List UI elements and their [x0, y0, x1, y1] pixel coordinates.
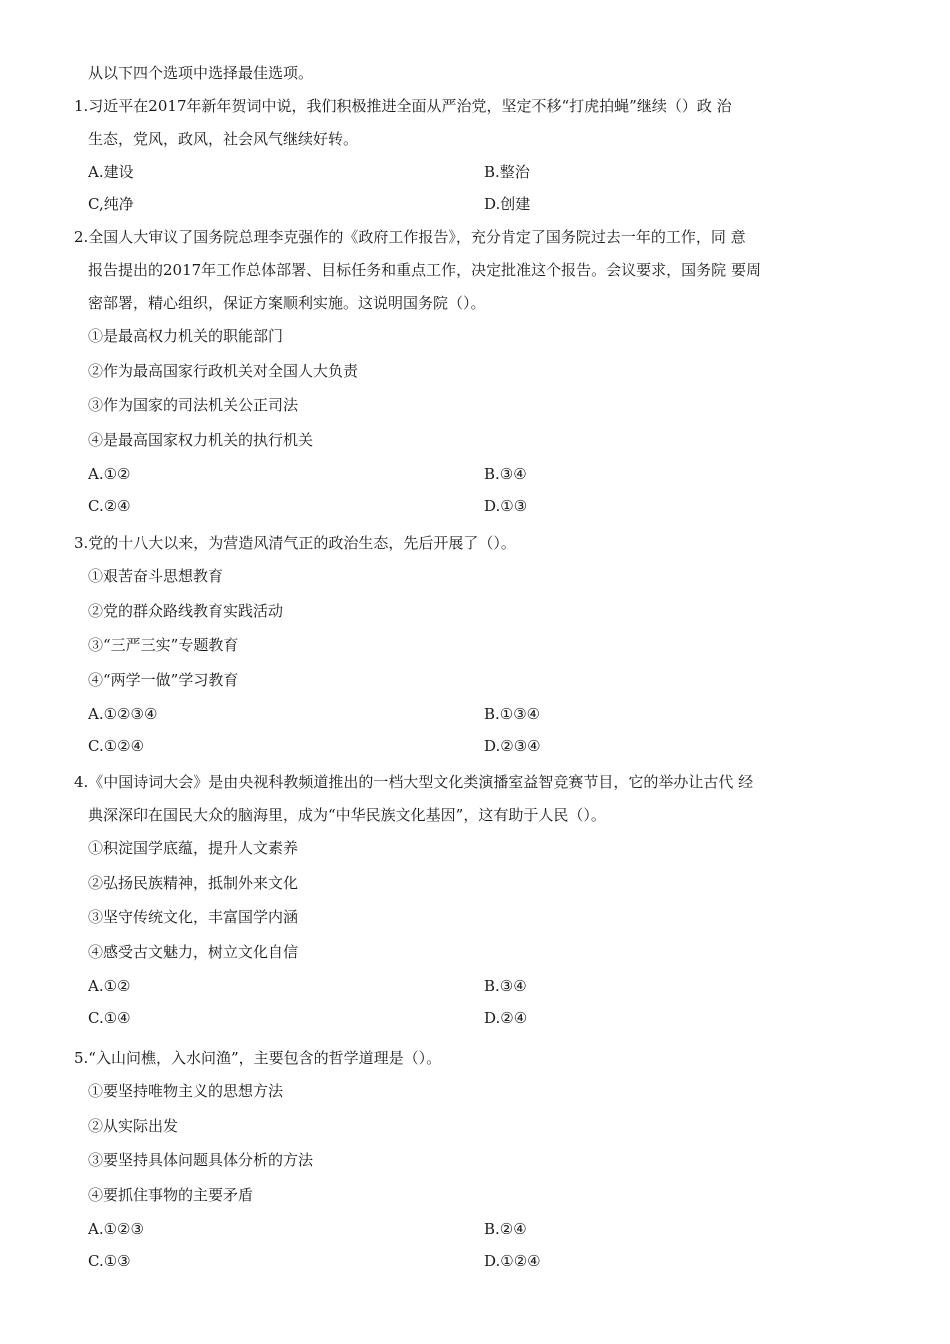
choice-row: [88, 193, 814, 225]
choice-a[interactable]: A.①②: [88, 977, 131, 995]
choice-b[interactable]: B.①③④: [484, 705, 541, 723]
choice-d[interactable]: D.①②④: [484, 1252, 541, 1270]
question-stem: 5.“入山问樵，入水问渔”，主要包含的哲学道理是（）。: [74, 1049, 442, 1067]
choice-b[interactable]: B.③④: [484, 465, 527, 483]
choice-d[interactable]: D.②③④: [484, 737, 541, 755]
choice-row: [88, 703, 814, 735]
question-3: [74, 532, 814, 767]
statement-4: ④要抓住事物的主要矛盾: [88, 1185, 254, 1204]
question-stem: 报告提出的2017年工作总体部署、目标任务和重点工作，决定批准这个报告。会议要求，国务院 要周: [88, 261, 761, 279]
choice-d[interactable]: D.②④: [484, 1009, 528, 1027]
question-4: [74, 771, 814, 1039]
choice-row: [88, 735, 814, 767]
choice-c[interactable]: C.②④: [88, 497, 131, 515]
choice-c[interactable]: C.①④: [88, 1009, 131, 1027]
choice-a[interactable]: A.①②: [88, 465, 131, 483]
statement-3: ③要坚持具体问题具体分析的方法: [88, 1151, 314, 1169]
choice-row: [88, 975, 814, 1007]
choice-b[interactable]: B.整治: [484, 163, 530, 181]
choice-row: [88, 463, 814, 495]
choice-row: [88, 1218, 814, 1250]
statement-1: ①是最高权力机关的职能部门: [88, 327, 284, 345]
choice-a[interactable]: A.①②③④: [88, 705, 158, 723]
statement-3: ③作为国家的司法机关公正司法: [88, 396, 299, 414]
statement-2: ②弘扬民族精神，抵制外来文化: [88, 873, 299, 892]
choice-row: [88, 1007, 814, 1039]
statement-1: ①艰苦奋斗思想教育: [88, 567, 224, 585]
question-stem: 4.《中国诗词大会》是由央视科教频道推出的一档大型文化类演播室益智竞赛节目，它的举办让古代 经: [74, 773, 754, 791]
choice-d[interactable]: D.①③: [484, 497, 528, 515]
statement-2: ②从实际出发: [88, 1116, 179, 1135]
choice-row: [88, 495, 814, 527]
choice-b[interactable]: B.②④: [484, 1220, 527, 1238]
choice-a[interactable]: A.建设: [88, 163, 134, 181]
question-stem: 2.全国人大审议了国务院总理李克强作的《政府工作报告》，充分肯定了国务院过去一年的工作，同 意: [74, 228, 746, 246]
question-5: [74, 1047, 814, 1282]
statement-4: ④是最高国家权力机关的执行机关: [88, 430, 314, 449]
choice-c[interactable]: C.①③: [88, 1252, 131, 1270]
question-stem: 生态，党风，政风，社会风气继续好转。: [88, 130, 359, 148]
question-stem: 密部署，精心组织，保证方案顺利实施。这说明国务院（）。: [88, 294, 486, 312]
question-2: [74, 226, 814, 527]
choice-d[interactable]: D.创建: [484, 195, 531, 213]
question-stem: 1.习近平在2017年新年贺词中说，我们积极推进全面从严治党，坚定不移“打虎拍蝇”继续（）政 治: [74, 97, 732, 115]
statement-4: ④“两学一做”学习教育: [88, 670, 239, 689]
choice-row: [88, 1250, 814, 1282]
statement-2: ②党的群众路线教育实践活动: [88, 601, 284, 620]
statement-2: ②作为最高国家行政机关对全国人大负责: [88, 361, 359, 380]
statement-1: ①积淀国学底蕴，提升人文素养: [88, 839, 299, 857]
question-stem: 典深深印在国民大众的脑海里，成为“中华民族文化基因”，这有助于人民（）。: [88, 806, 606, 824]
choice-c[interactable]: C,纯净: [88, 195, 134, 213]
question-stem: 3.党的十八大以来，为营造风清气正的政治生态，先后开展了（）。: [74, 534, 516, 552]
choice-row: [88, 161, 814, 193]
statement-3: ③“三严三实”专题教育: [88, 636, 239, 654]
instructions: 从以下四个选项中选择最佳选项。: [88, 64, 314, 82]
choice-c[interactable]: C.①②④: [88, 737, 145, 755]
choice-a[interactable]: A.①②③: [88, 1220, 144, 1238]
statement-3: ③坚守传统文化，丰富国学内涵: [88, 908, 299, 926]
statement-4: ④感受古文魅力，树立文化自信: [88, 942, 299, 961]
question-1: [74, 95, 814, 225]
statement-1: ①要坚持唯物主义的思想方法: [88, 1082, 284, 1100]
choice-b[interactable]: B.③④: [484, 977, 527, 995]
